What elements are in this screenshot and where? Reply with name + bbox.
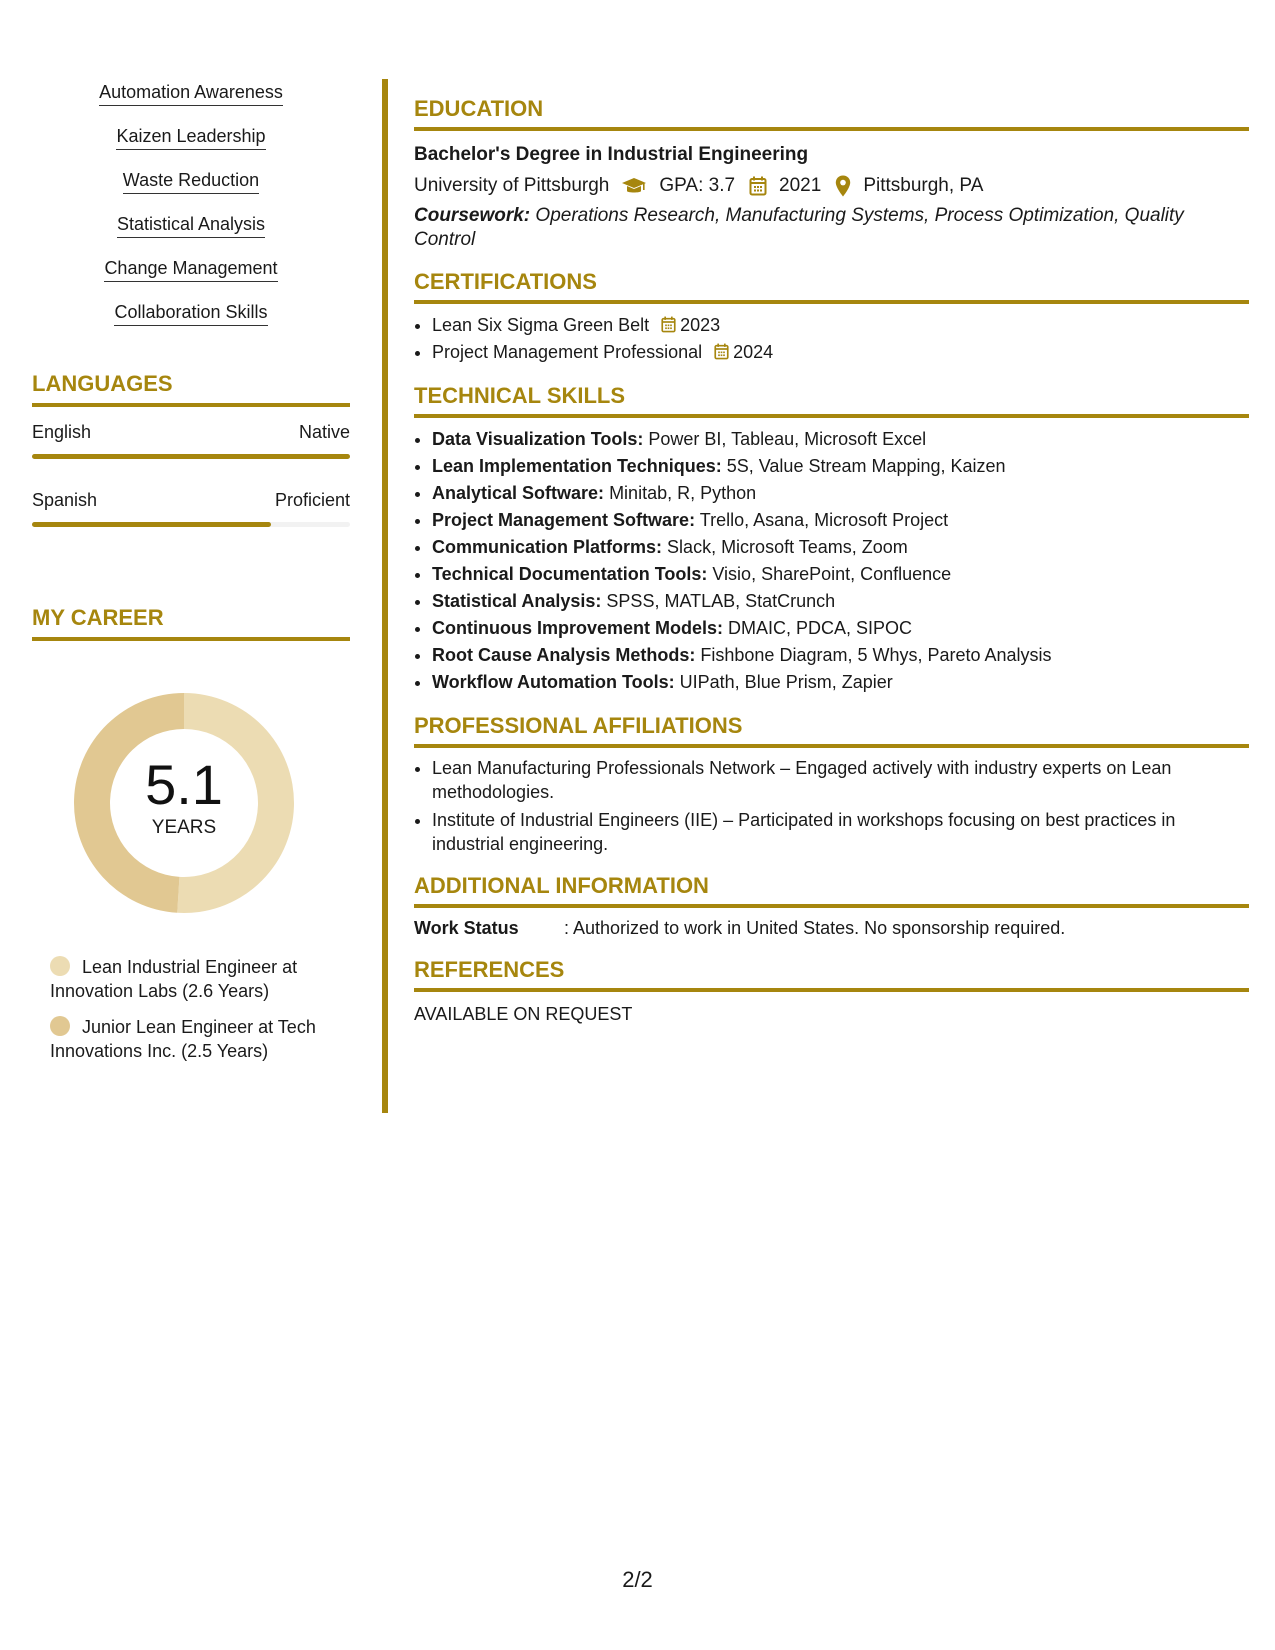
languages-heading: LANGUAGES: [32, 371, 350, 407]
affiliation-item: • Lean Manufacturing Professionals Network – Engaged actively with industry experts on Lean methodologies.: [432, 756, 1249, 804]
skill-category: Project Management Software:: [432, 510, 696, 530]
career-role: Lean Industrial Engineer at Innovation Labs (2.6 Years): [50, 957, 298, 1001]
affiliation-item: • Institute of Industrial Engineers (IIE) – Participated in workshops focusing on best practices in industrial engineering.: [432, 808, 1249, 856]
work-status-label: Work Status: [414, 918, 519, 938]
coursework-label: Coursework:: [414, 205, 531, 226]
sidebar: [32, 80, 350, 1075]
graduation-year: 2021: [779, 175, 822, 196]
skill-category: Analytical Software:: [432, 483, 605, 503]
language-level: Proficient: [274, 490, 350, 510]
technical-skills-list: [414, 426, 1249, 696]
coursework-text: Operations Research, Manufacturing Systems, Process Optimization, Quality Control: [414, 205, 1184, 250]
skill-category: Lean Implementation Techniques:: [432, 456, 722, 476]
skill-item: [432, 669, 1249, 696]
skill-tag: Kaizen Leadership: [116, 124, 265, 150]
skill-category: Continuous Improvement Models:: [432, 618, 724, 638]
skill-tag: Collaboration Skills: [114, 300, 267, 326]
legend-dot-icon: [50, 1016, 70, 1036]
career-legend-item: [50, 955, 350, 1003]
skill-item: [432, 480, 1249, 507]
language-level: Native: [298, 422, 350, 442]
language-bar: [32, 522, 350, 527]
page-number: 2/2: [622, 1567, 653, 1592]
calendar-icon: [749, 176, 767, 196]
skill-category: Communication Platforms:: [432, 537, 663, 557]
skill-item: [432, 615, 1249, 642]
additional-info-heading: ADDITIONAL INFORMATION: [414, 873, 1249, 908]
skill-category: Root Cause Analysis Methods:: [432, 645, 696, 665]
skill-values: Power BI, Tableau, Microsoft Excel: [648, 429, 927, 449]
certifications-list: [414, 312, 1249, 366]
affiliations-heading: PROFESSIONAL AFFILIATIONS: [414, 713, 1249, 748]
school-location: Pittsburgh, PA: [863, 175, 984, 196]
skill-item: [432, 561, 1249, 588]
certifications-heading: CERTIFICATIONS: [414, 269, 1249, 304]
language-bar-fill: [32, 454, 350, 459]
education-heading: EDUCATION: [414, 96, 1249, 131]
skill-category: Statistical Analysis:: [432, 591, 602, 611]
skill-values: DMAIC, PDCA, SIPOC: [728, 618, 913, 638]
education-details: [414, 174, 1249, 198]
skill-item: [432, 426, 1249, 453]
main-content: [414, 80, 1249, 1026]
language-item: [32, 489, 350, 527]
coursework: [414, 204, 1249, 252]
certification-item: [432, 339, 1249, 366]
work-status-row: [414, 916, 1249, 940]
skill-category: Technical Documentation Tools:: [432, 564, 708, 584]
skill-tag: Automation Awareness: [99, 80, 283, 106]
certification-name: Project Management Professional: [432, 342, 703, 362]
calendar-icon: [714, 343, 729, 360]
language-item: [32, 421, 350, 459]
skill-tags: [32, 80, 350, 344]
column-divider: [382, 79, 388, 1113]
skill-category: Workflow Automation Tools:: [432, 672, 675, 692]
skill-values: SPSS, MATLAB, StatCrunch: [606, 591, 836, 611]
affiliations-list: [414, 756, 1249, 856]
career-legend: [50, 955, 350, 1063]
references-heading: REFERENCES: [414, 957, 1249, 992]
skill-values: Trello, Asana, Microsoft Project: [699, 510, 949, 530]
certification-year: 2023: [680, 315, 721, 335]
skill-tag: Change Management: [104, 256, 277, 282]
certification-name: Lean Six Sigma Green Belt: [432, 315, 650, 335]
gpa: GPA: 3.7: [659, 175, 736, 196]
skill-tag: Statistical Analysis: [117, 212, 265, 238]
skill-values: Minitab, R, Python: [609, 483, 757, 503]
skill-values: Visio, SharePoint, Confluence: [712, 564, 952, 584]
language-bar-fill: [32, 522, 271, 527]
skill-item: [432, 642, 1249, 669]
work-status-value: : Authorized to work in United States. No sponsorship required.: [564, 918, 1066, 938]
skill-values: UIPath, Blue Prism, Zapier: [679, 672, 893, 692]
language-name: English: [32, 422, 92, 442]
career-unit: YEARS: [151, 817, 217, 838]
language-name: Spanish: [32, 490, 98, 510]
career-heading: MY CAREER: [32, 605, 350, 641]
legend-dot-icon: [50, 956, 70, 976]
certification-year: 2024: [733, 342, 774, 362]
references-text: AVAILABLE ON REQUEST: [414, 1004, 633, 1024]
skill-category: Data Visualization Tools:: [432, 429, 644, 449]
location-pin-icon: [835, 175, 851, 197]
skill-item: [432, 453, 1249, 480]
technical-skills-heading: TECHNICAL SKILLS: [414, 383, 1249, 418]
degree-title: Bachelor's Degree in Industrial Engineering: [414, 144, 809, 165]
skill-item: [432, 534, 1249, 561]
career-legend-item: [50, 1015, 350, 1063]
graduation-cap-icon: [621, 176, 647, 196]
career-donut: [64, 683, 304, 923]
skill-values: Slack, Microsoft Teams, Zoom: [667, 537, 908, 557]
school-name: University of Pittsburgh: [414, 175, 610, 196]
career-total: 5.1: [145, 753, 223, 816]
skill-values: Fishbone Diagram, 5 Whys, Pareto Analysis: [700, 645, 1052, 665]
skill-tag: Waste Reduction: [123, 168, 259, 194]
career-role: Junior Lean Engineer at Tech Innovations Inc. (2.5 Years): [50, 1017, 316, 1061]
calendar-icon: [661, 316, 676, 333]
certification-item: [432, 312, 1249, 339]
skill-values: 5S, Value Stream Mapping, Kaizen: [726, 456, 1006, 476]
skill-item: [432, 507, 1249, 534]
skill-item: [432, 588, 1249, 615]
language-bar: [32, 454, 350, 459]
